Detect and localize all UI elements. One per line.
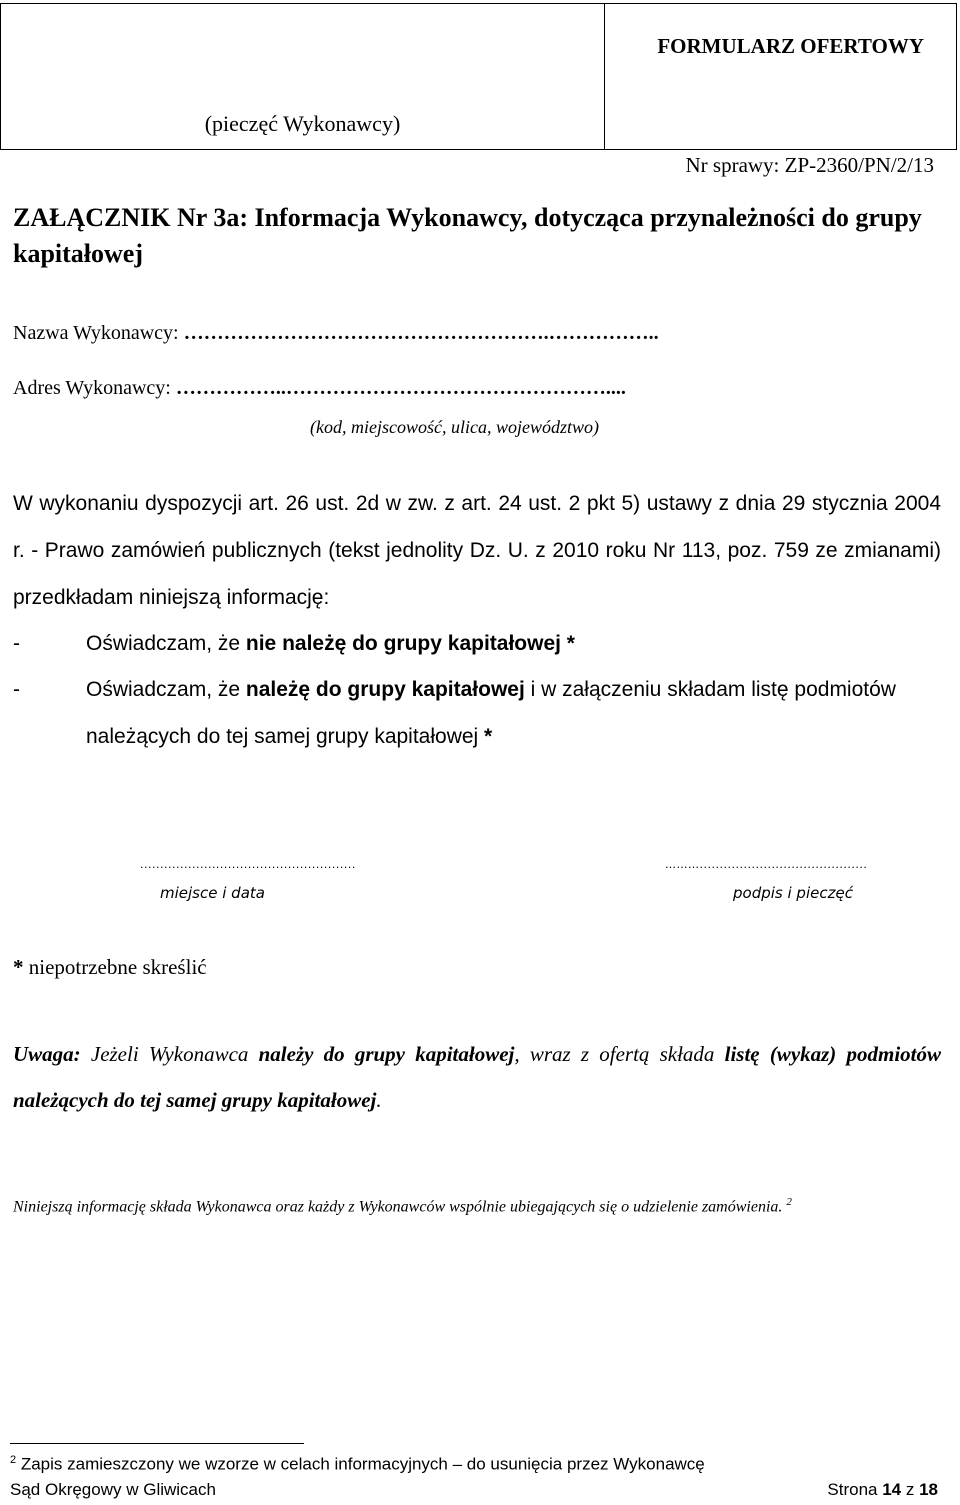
stamp-box bbox=[1, 4, 605, 149]
option1-dash: - bbox=[13, 632, 20, 655]
info-footnote-ref: 2 bbox=[786, 1196, 792, 1208]
strike-note bbox=[13, 955, 207, 980]
warning-text-1: Jeżeli Wykonawca bbox=[80, 1042, 259, 1066]
option2-star: * bbox=[484, 725, 493, 748]
warning-text-3: . bbox=[376, 1088, 382, 1112]
contractor-name-value[interactable]: ……………………………………………….…………….. bbox=[183, 322, 659, 344]
form-title-cell bbox=[605, 4, 956, 149]
page-separator: z bbox=[901, 1480, 920, 1499]
warning-bold-1: należy do grupy kapitałowej bbox=[258, 1042, 515, 1066]
form-title: FORMULARZ OFERTOWY bbox=[657, 34, 924, 58]
note-text: niepotrzebne skreślić bbox=[23, 955, 207, 979]
footnote bbox=[10, 1454, 705, 1475]
option2-dash: - bbox=[13, 678, 20, 701]
option2-prefix: Oświadczam, że bbox=[86, 678, 246, 701]
page-prefix: Strona bbox=[827, 1480, 883, 1499]
footnote-separator bbox=[10, 1443, 304, 1444]
stamp-label: (pieczęć Wykonawcy) bbox=[204, 111, 401, 136]
option-not-member bbox=[86, 620, 941, 667]
place-date-label: miejsce i data bbox=[160, 884, 265, 902]
note-star: * bbox=[13, 955, 24, 979]
option2-bold: należę do grupy kapitałowej bbox=[245, 678, 525, 701]
signature-dots: ……….......................................... bbox=[665, 858, 868, 871]
info-line bbox=[13, 1196, 792, 1216]
option1-bold: nie należę do grupy kapitałowej * bbox=[245, 632, 575, 655]
attachment-title: ZAŁĄCZNIK Nr 3a: Informacja Wykonawcy, dotycząca przynależności do grupy kapitałowej bbox=[13, 203, 922, 268]
footer-court: Sąd Okręgowy w Gliwicach bbox=[10, 1480, 216, 1499]
contractor-name-field[interactable] bbox=[13, 322, 659, 345]
contractor-address-field[interactable] bbox=[13, 377, 626, 400]
footer-page-number bbox=[827, 1480, 938, 1500]
info-text: Niniejszą informację składa Wykonawca oraz każdy z Wykonawców wspólnie ubiegających się o udzielenie zamówienia. bbox=[13, 1198, 783, 1216]
contractor-address-value[interactable]: ……………..………………………………………….... bbox=[175, 377, 626, 399]
declaration-intro: W wykonaniu dyspozycji art. 26 ust. 2d w zw. z art. 24 ust. 2 pkt 5) ustawy z dnia 29 stycznia 2004 r. - Prawo zamówień publicznych (tekst jednolity Dz. U. z 2010 roku Nr 113, poz. 759 ze zmianami) przedkładam niniejszą informację: bbox=[13, 492, 941, 609]
warning-text-2: , wraz z ofertą składa bbox=[514, 1042, 725, 1066]
footnote-text: Zapis zamieszczony we wzorze w celach informacyjnych – do usunięcia przez Wykonawcę bbox=[16, 1454, 705, 1474]
page-current: 14 bbox=[882, 1480, 902, 1499]
contractor-address-label: Adres Wykonawcy: bbox=[13, 377, 171, 399]
option-member bbox=[86, 666, 941, 760]
header-table bbox=[0, 3, 957, 150]
warning-note bbox=[13, 1031, 941, 1123]
warning-label: Uwaga: bbox=[13, 1042, 81, 1066]
option2-suffix: i w załączeniu składam listę podmiotów należących do tej samej grupy kapitałowej bbox=[86, 678, 896, 748]
option1-prefix: Oświadczam, że bbox=[86, 632, 246, 655]
warning-bold-2: listę (wykaz) podmiotów należących do tej samej grupy kapitałowej bbox=[13, 1042, 942, 1112]
contractor-name-label: Nazwa Wykonawcy: bbox=[13, 322, 179, 344]
address-hint: (kod, miejscowość, ulica, województwo) bbox=[310, 417, 599, 437]
place-date-dots: ...................................................... bbox=[140, 858, 356, 871]
signature-label: podpis i pieczęć bbox=[733, 884, 853, 902]
page-total: 18 bbox=[919, 1480, 938, 1499]
footnote-number: 2 bbox=[10, 1454, 17, 1466]
case-number: Nr sprawy: ZP-2360/PN/2/13 bbox=[685, 153, 934, 177]
